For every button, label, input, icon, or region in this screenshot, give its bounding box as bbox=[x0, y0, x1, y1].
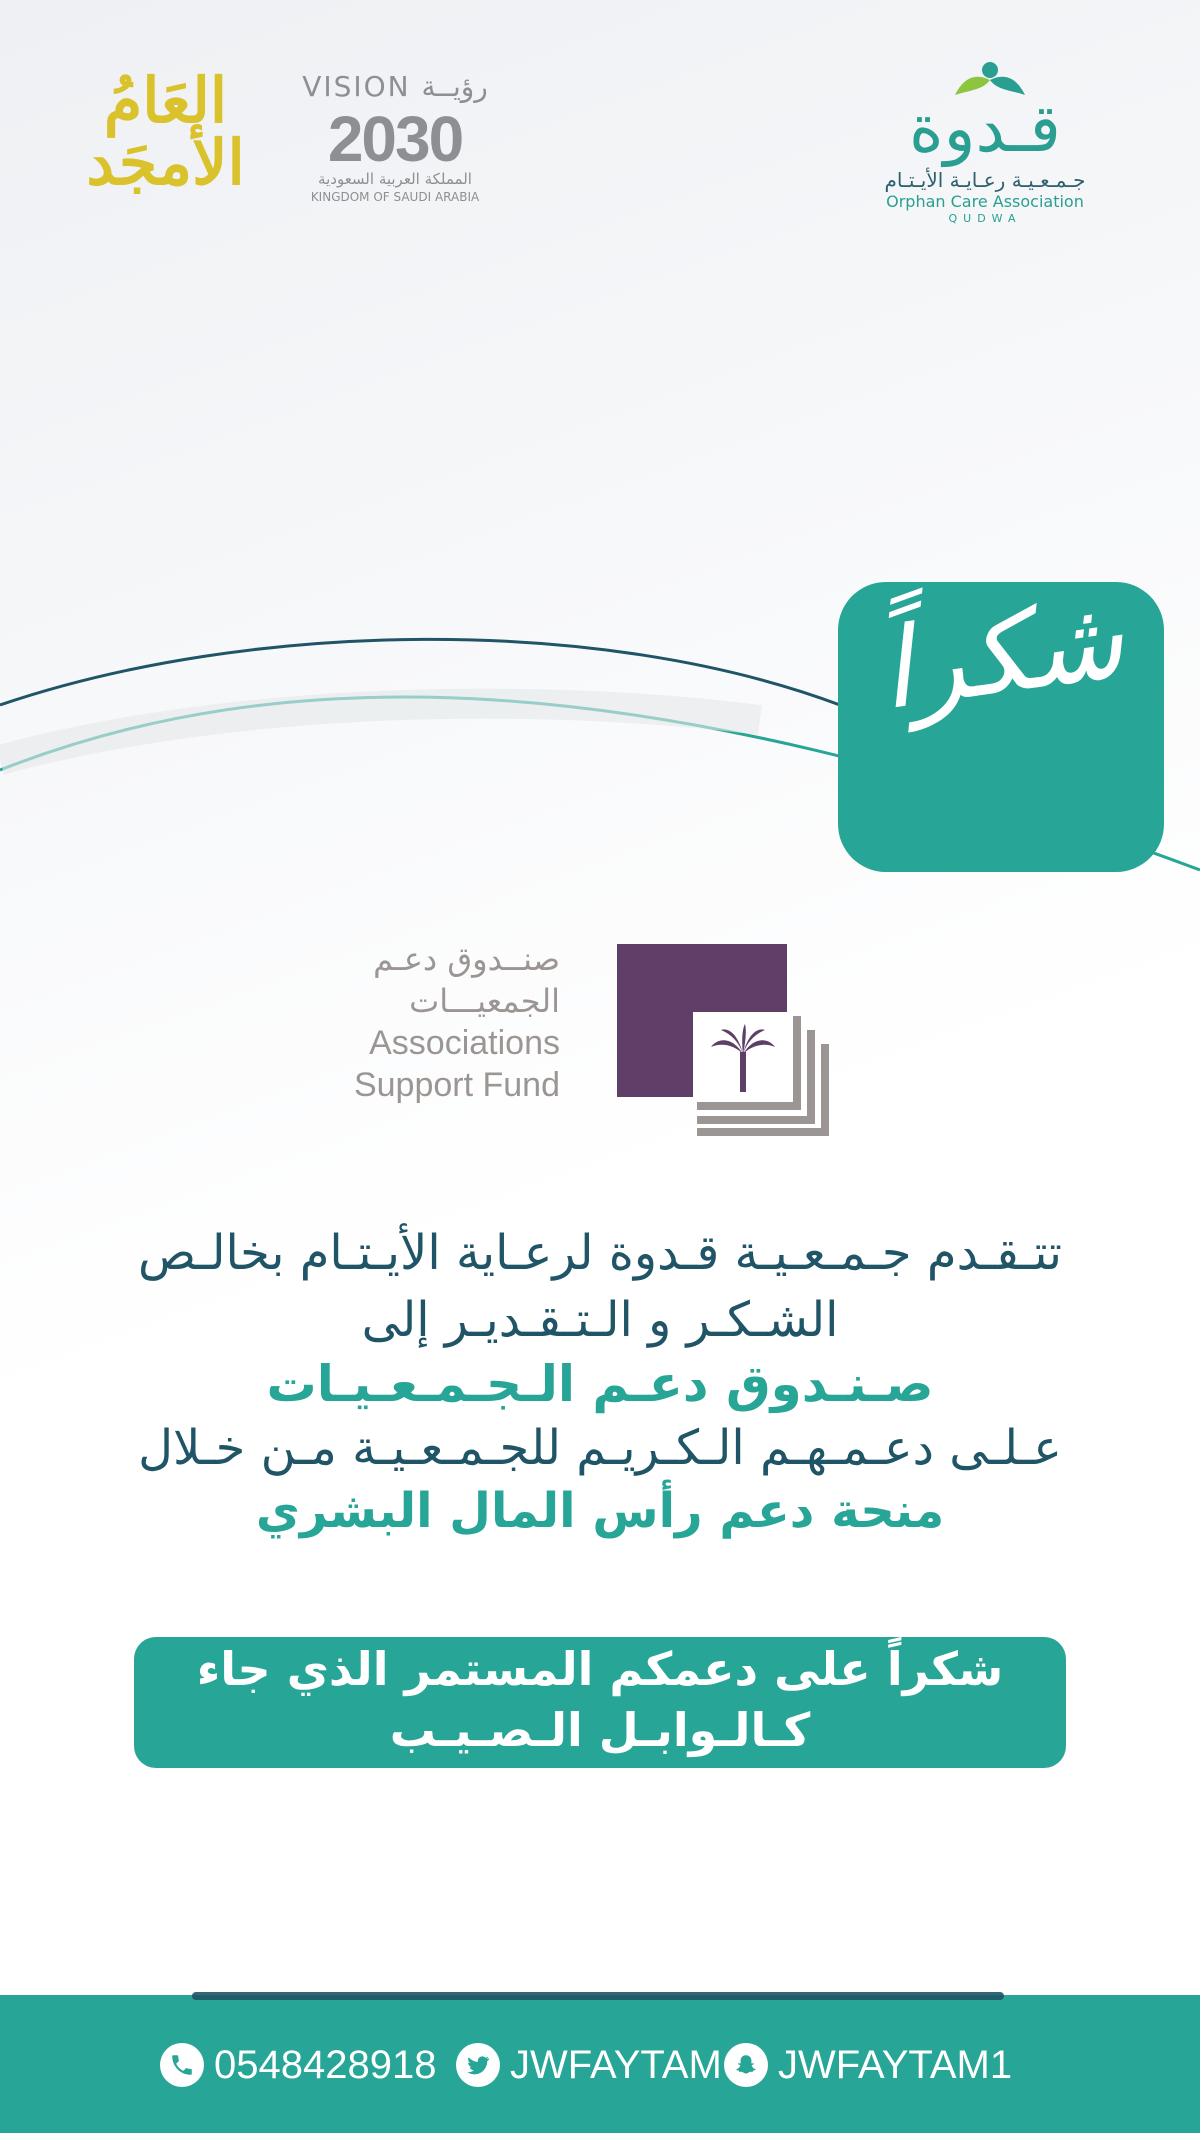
fund-name-en-line2: Support Fund bbox=[353, 1066, 560, 1104]
vision-2030-logo bbox=[285, 70, 505, 210]
message-line-4: عـلـى دعـمـهـم الـكـريـم للجـمـعـيـة مـن خـلال bbox=[138, 1420, 1062, 1476]
thanks-calligraphy: شكراً bbox=[871, 573, 1131, 735]
twitter-handle: JWFAYTAM bbox=[510, 2042, 722, 2087]
message-line-2: الشـكـر و الـتـقـديـر إلى bbox=[361, 1292, 839, 1348]
message-line-1: تتـقـدم جـمـعـيـة قـدوة لرعـاية الأيـتـام بخالـص bbox=[137, 1225, 1063, 1281]
phone-icon bbox=[160, 2043, 204, 2087]
snapchat-handle: JWFAYTAM1 bbox=[778, 2042, 1013, 2087]
fund-name-ar-line1: صنــدوق دعـم bbox=[373, 940, 560, 978]
qudwa-name-ar: قـدوة bbox=[909, 90, 1061, 167]
fund-logo-mark bbox=[693, 1012, 831, 1136]
contact-snapchat[interactable] bbox=[724, 2043, 1012, 2087]
vision-country-ar: المملكة العربية السعودية bbox=[318, 170, 472, 188]
majd-text: العَامُ الأمجَد bbox=[86, 64, 245, 199]
qudwa-logo bbox=[860, 60, 1110, 230]
contact-twitter[interactable] bbox=[456, 2043, 722, 2087]
twitter-icon bbox=[456, 2043, 500, 2087]
qudwa-name-en-short: QUDWA bbox=[948, 212, 1022, 225]
qudwa-name-en: Orphan Care Association bbox=[886, 192, 1084, 211]
vision-title: VISION رؤيــة bbox=[302, 70, 488, 103]
contact-phone[interactable] bbox=[160, 2043, 436, 2087]
message-line-5: منحة دعم رأس المال البشري bbox=[255, 1483, 945, 1539]
banner-line-2: كـالـوابـل الـصـيـب bbox=[389, 1703, 811, 1757]
phone-number: 0548428918 bbox=[214, 2042, 437, 2087]
qudwa-subtitle-ar: جـمـعـيـة رعـايـة الأيـتـام bbox=[884, 168, 1086, 192]
banner-line-1: شكراً على دعمكم المستمر الذي جاء bbox=[196, 1642, 1004, 1696]
message-line-3: صـنـدوق دعـم الـجـمـعـيـات bbox=[266, 1355, 934, 1413]
snapchat-icon bbox=[724, 2043, 768, 2087]
fund-name-ar-line2: الجمعيـــات bbox=[409, 982, 560, 1020]
vision-country-en: KINGDOM OF SAUDI ARABIA bbox=[310, 190, 480, 204]
footer-divider bbox=[192, 1992, 1004, 2000]
vision-year: 2030 bbox=[327, 103, 463, 175]
majd-year-logo bbox=[68, 64, 263, 200]
fund-name-en-line1: Associations bbox=[369, 1024, 560, 1062]
